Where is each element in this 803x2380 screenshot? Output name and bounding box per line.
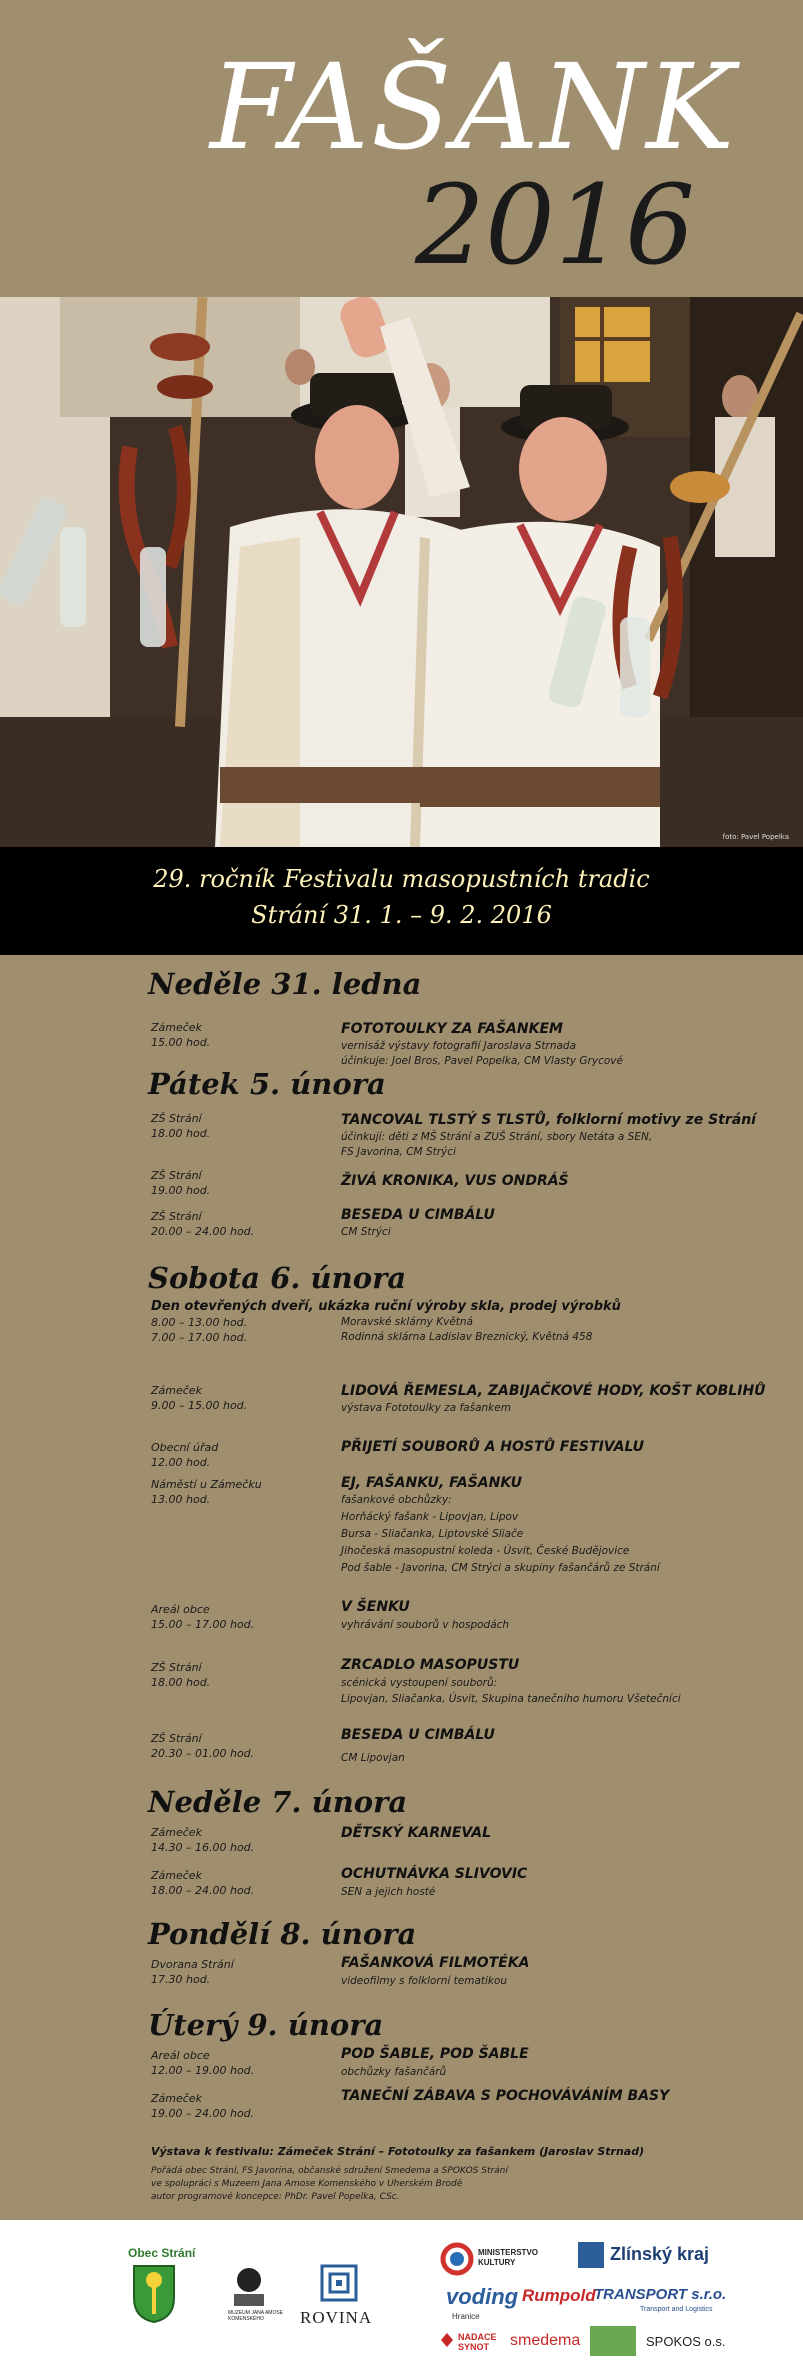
- event-detail: Rodinná sklárna Ladislav Breznický, Květná 458: [341, 1331, 593, 1343]
- event-detail: CM Lipovjan: [341, 1752, 405, 1764]
- event-title: TANEČNÍ ZÁBAVA S POCHOVÁVÁNÍM BASY: [341, 2088, 670, 2104]
- event-time: 12.00 hod.: [151, 1456, 211, 1469]
- event-detail: vyhrávání souborů v hospodách: [341, 1619, 510, 1631]
- event-place: Areál obce: [151, 1603, 210, 1616]
- event-place: ZŠ Strání: [151, 1169, 202, 1182]
- event-title: ŽIVÁ KRONIKA, VUS ONDRÁŠ: [341, 1173, 569, 1189]
- event-place: Obecní úřad: [151, 1441, 219, 1454]
- event-title: BESEDA U CIMBÁLU: [341, 1727, 495, 1743]
- organizer-note: autor programové koncepce: PhDr. Pavel Popelka, CSc.: [151, 2192, 400, 2202]
- event-time: 9.00 – 15.00 hod.: [151, 1399, 248, 1412]
- festival-band: [0, 847, 803, 955]
- event-time: 14.30 – 16.00 hod.: [151, 1841, 255, 1854]
- event-time: 19.00 hod.: [151, 1184, 211, 1197]
- ministerstvo-logo-icon: [440, 2242, 474, 2276]
- event-place: ZŠ Strání: [151, 1661, 202, 1674]
- spokos-label: SPOKOS o.s.: [646, 2334, 726, 2349]
- event-detail: účinkují: děti z MŠ Strání a ZUŠ Strání, sbory Netáta a SEN,: [341, 1131, 653, 1143]
- event-title: DĚTSKÝ KARNEVAL: [341, 1825, 492, 1841]
- event-time: 12.00 – 19.00 hod.: [151, 2064, 255, 2077]
- event-detail: vernisáž výstavy fotografií Jaroslava Strnada: [341, 1040, 577, 1052]
- event-time: 18.00 hod.: [151, 1676, 211, 1689]
- festival-name: 29. ročník Festivalu masopustních tradic: [153, 865, 650, 893]
- event-time: 15.00 – 17.00 hod.: [151, 1618, 255, 1631]
- event-title: FOTOTOULKY ZA FAŠANKEM: [341, 1021, 563, 1037]
- event-time: 19.00 – 24.00 hod.: [151, 2107, 255, 2120]
- event-detail: Jihočeská masopustní koleda - Úsvit, České Budějovice: [341, 1545, 630, 1557]
- poster-header: [0, 0, 803, 297]
- saturday-intro: Den otevřených dveří, ukázka ruční výroby skla, prodej výrobků: [151, 1299, 621, 1314]
- event-detail: Moravské sklárny Květná: [341, 1316, 473, 1328]
- zlinsky-kraj-logo-icon: [578, 2242, 604, 2268]
- transport-label: TRANSPORT s.r.o.: [594, 2286, 727, 2303]
- program: [0, 955, 803, 2220]
- event-place: Zámeček: [151, 1021, 202, 1034]
- event-detail: Pod šable - Javorina, CM Strýci a skupiny fašančárů ze Strání: [341, 1562, 660, 1574]
- event-title: TANCOVAL TLSTÝ S TLSTŮ, folklorní motivy ze Strání: [341, 1112, 756, 1128]
- event-title: FAŠANKOVÁ FILMOTÉKA: [341, 1955, 530, 1971]
- sponsor-logos: [0, 2220, 803, 2380]
- day-heading: Úterý 9. února: [148, 2008, 384, 2042]
- photo-illustration: [0, 297, 803, 847]
- event-title: V ŠENKU: [341, 1599, 410, 1615]
- event-title: EJ, FAŠANKU, FAŠANKU: [341, 1475, 523, 1491]
- organizer-note: Pořádá obec Strání, FS Javorina, občanské sdružení Smedema a SPOKOS Strání: [151, 2166, 508, 2176]
- event-detail: Lipovjan, Sliačanka, Úsvit, Skupina tanečního humoru Všetečníci: [341, 1693, 681, 1705]
- event-time: 15.00 hod.: [151, 1036, 211, 1049]
- event-place: ZŠ Strání: [151, 1732, 202, 1745]
- event-detail: SEN a jejich hosté: [341, 1886, 436, 1898]
- event-time: 20.00 – 24.00 hod.: [151, 1225, 255, 1238]
- event-time: 17.30 hod.: [151, 1973, 211, 1986]
- event-time: 7.00 – 17.00 hod.: [151, 1331, 248, 1344]
- green-sponsor-logo-icon: [590, 2326, 636, 2356]
- poster-year: 2016: [415, 161, 695, 289]
- rovina-logo-icon: [320, 2264, 358, 2302]
- event-title: LIDOVÁ ŘEMESLA, ZABIJAČKOVÉ HODY, KOŠT KOBLIHŮ: [341, 1383, 766, 1399]
- zlinsky-kraj-label: Zlínský kraj: [610, 2244, 710, 2264]
- voding-sub: Hranice: [452, 2312, 480, 2321]
- event-time: 13.00 hod.: [151, 1493, 211, 1506]
- day-heading: Pátek 5. února: [148, 1067, 386, 1101]
- festival-dates: Strání 31. 1. – 9. 2. 2016: [251, 901, 552, 929]
- day-heading: Neděle 7. února: [148, 1785, 408, 1819]
- event-title: POD ŠABLE, POD ŠABLE: [341, 2046, 529, 2062]
- event-place: Zámeček: [151, 1826, 202, 1839]
- event-title: PŘIJETÍ SOUBORŮ A HOSTŮ FESTIVALU: [341, 1439, 645, 1455]
- poster-title: FAŠANK: [210, 38, 737, 176]
- photo-credit: foto: Pavel Popelka: [722, 833, 789, 841]
- rumpold-label: Rumpold: [522, 2286, 596, 2305]
- event-detail: CM Strýci: [341, 1226, 391, 1238]
- transport-sub: Transport and Logistics: [640, 2306, 713, 2313]
- event-detail: Bursa - Sliačanka, Liptovské Sliače: [341, 1528, 524, 1540]
- museum-label: MUZEUM JANA AMOSE KOMENSKÉHO: [228, 2310, 284, 2322]
- event-time: 18.00 hod.: [151, 1127, 211, 1140]
- event-time: 20.30 – 01.00 hod.: [151, 1747, 255, 1760]
- event-place: Zámeček: [151, 1869, 202, 1882]
- organizer-note: ve spolupráci s Muzeem Jana Amose Komenského v Uherském Brodě: [151, 2179, 463, 2189]
- voding-label: voding: [446, 2284, 519, 2309]
- day-heading: Neděle 31. ledna: [148, 967, 422, 1001]
- nadace-synot-icon: [440, 2332, 454, 2348]
- event-detail: scénická vystoupení souborů:: [341, 1677, 498, 1689]
- exhibition-note: Výstava k festivalu: Zámeček Strání – Fototoulky za fašankem (Jaroslav Strnad): [151, 2145, 645, 2158]
- museum-logo-icon: [228, 2264, 270, 2308]
- event-place: Dvorana Strání: [151, 1958, 234, 1971]
- festival-photo: [0, 297, 803, 847]
- event-place: Náměstí u Zámečku: [151, 1478, 262, 1491]
- nadace-synot-label: NADACE SYNOT: [458, 2332, 497, 2352]
- event-place: Zámeček: [151, 1384, 202, 1397]
- ministerstvo-label: MINISTERSTVO KULTURY: [478, 2248, 539, 2267]
- event-detail: výstava Fototoulky za fašankem: [341, 1402, 511, 1414]
- event-detail: fašankové obchůzky:: [341, 1494, 452, 1506]
- obec-strani-label: Obec Strání: [128, 2246, 196, 2260]
- rovina-label: ROVINA: [300, 2308, 373, 2327]
- day-heading: Pondělí 8. února: [148, 1917, 417, 1951]
- event-place: ZŠ Strání: [151, 1112, 202, 1125]
- obec-strani-crest-icon: [132, 2264, 176, 2324]
- event-detail: Horňácký fašank - Lipovjan, Lipov: [341, 1511, 519, 1523]
- event-place: Areál obce: [151, 2049, 210, 2062]
- event-time: 18.00 – 24.00 hod.: [151, 1884, 255, 1897]
- event-detail: obchůzky fašančárů: [341, 2066, 447, 2078]
- event-detail: videofilmy s folklorní tematikou: [341, 1975, 508, 1987]
- smedema-label: smedema: [510, 2332, 581, 2349]
- event-detail: účinkuje: Joel Bros, Pavel Popelka, CM Vlasty Grycové: [341, 1055, 623, 1067]
- day-heading: Sobota 6. února: [148, 1261, 407, 1295]
- event-time: 8.00 – 13.00 hod.: [151, 1316, 248, 1329]
- event-place: ZŠ Strání: [151, 1210, 202, 1223]
- event-title: OCHUTNÁVKA SLIVOVIC: [341, 1866, 528, 1882]
- event-title: BESEDA U CIMBÁLU: [341, 1207, 495, 1223]
- event-detail: FS Javorina, CM Strýci: [341, 1146, 456, 1158]
- event-place: Zámeček: [151, 2092, 202, 2105]
- event-title: ZRCADLO MASOPUSTU: [341, 1657, 520, 1673]
